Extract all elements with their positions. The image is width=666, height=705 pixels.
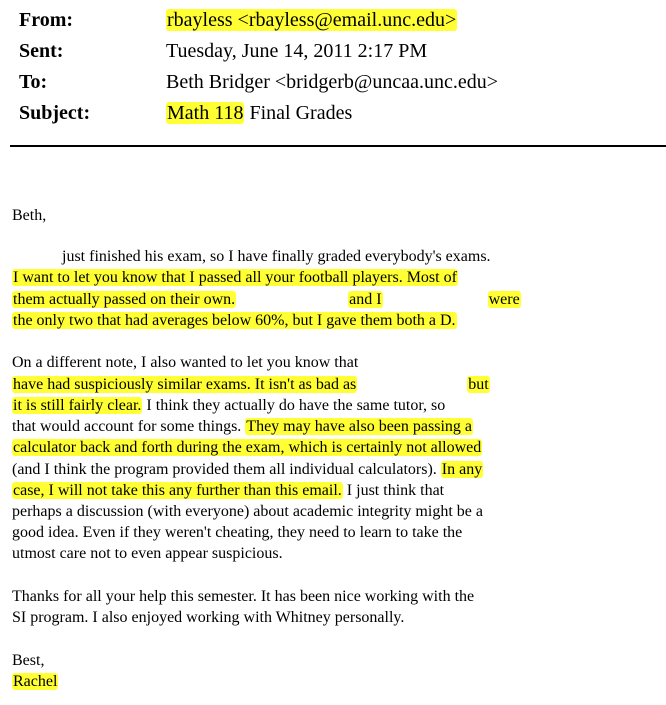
p2-line-4 [12,417,473,436]
subject-rest: Final Grades [244,102,353,124]
to-value: Beth Bridger <bridgerb@uncaa.unc.edu> [166,71,498,93]
p1-l3b-hl: and I [349,291,382,308]
p2-line-1 [12,353,358,372]
p3-l1-text: Thanks for all your help this semester. It has been nice working with the [12,588,475,605]
from-value [166,8,457,32]
p3-l2-text: SI program. I also enjoyed working with Whitney personally. [12,609,405,626]
subject-highlight: Math 118 [167,102,244,124]
p2-line-6 [12,460,483,479]
p3-line-2 [12,608,404,627]
p1-l1-text: just finished his exam, so I have finally graded everybody's exams. [62,248,491,265]
p2-line-2 [12,375,490,394]
closing: Best, [12,652,45,669]
sent-value: Tuesday, June 14, 2011 2:17 PM [166,40,428,62]
p2-l8-text: perhaps a discussion (with everyone) about academic integrity might be a [12,503,483,520]
p2-line-5 [12,438,482,457]
p2-l2a-hl: have had suspiciously similar exams. It isn't as bad as [13,376,357,393]
p1-line-4 [12,311,457,330]
p2-l3b-text: I think they actually do have the same tutor, so [142,397,446,414]
p2-l4a-text: that would account for some things. [12,418,246,435]
subject-label: Subject: [19,102,91,124]
p1-l3a-hl: them actually passed on their own. [13,291,236,308]
sent-label: Sent: [19,40,64,62]
p2-line-9 [12,523,462,542]
p2-line-7 [12,481,444,500]
p2-l2b-hl: but [468,376,489,393]
p3-line-1 [12,587,474,606]
p2-l7a-hl: case, I will not take this any further than this email. [13,482,342,499]
p2-line-8 [12,502,483,521]
p2-l10-text: utmost care not to even appear suspicious. [12,545,283,562]
signature-hl: Rachel [13,673,58,690]
p1-line-2 [12,268,458,287]
p2-l6a-text: (and I think the program provided them all individual calculators). [12,461,441,478]
header-divider [10,145,666,147]
p1-l2-hl: I want to let you know that I passed all your football players. Most of [13,269,457,286]
p1-line-3 [12,290,521,309]
p2-line-3 [12,396,445,415]
p2-l3a-hl: it is still fairly clear. [13,397,142,414]
signature-line [12,672,58,691]
p2-l5-hl: calculator back and forth during the exam, which is certainly not allowed [13,439,482,456]
p1-l3c-hl: were [488,291,520,308]
greeting: Beth, [12,207,47,224]
to-label: To: [19,71,48,93]
subject-value [166,101,352,125]
p2-l4b-hl: They may have also been passing a [246,418,472,435]
p1-l4-hl: the only two that had averages below 60%, but I gave them both a D. [13,312,456,329]
p1-line-1 [62,247,491,266]
p2-line-10 [12,544,283,563]
from-value-highlight: rbayless <rbayless@email.unc.edu> [167,9,457,31]
p2-l1-text: On a different note, I also wanted to let you know that [12,354,359,371]
p2-l7b-text: I just think that [342,482,445,499]
from-label: From: [19,9,74,31]
p2-l9-text: good idea. Even if they weren't cheating, they need to learn to take the [12,524,463,541]
p2-l6b-hl: In any [441,461,483,478]
